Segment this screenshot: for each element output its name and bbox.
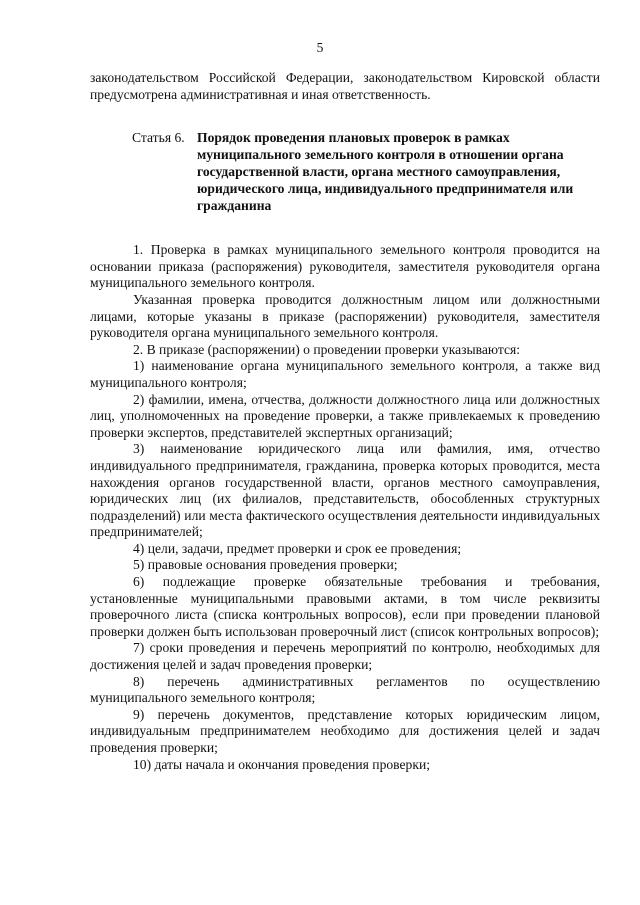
list-item-6: 6) подлежащие проверке обязательные требования и требования, установленные муниципальными правовыми актами, в том числе реквизиты проверочного листа (списка контрольных вопросов), если при проведении плановой проверки должен быть использован проверочный лист (список контрольных вопросов); [90,574,600,639]
page-number: 5 [316,40,324,55]
document-body [90,70,600,773]
list-item-3: 3) наименование юридического лица или фамилия, имя, отчество индивидуального предпринимателя, гражданина, проверка которых проводится, места нахождения органов государственной власти, органов местного самоуправления, юридических лиц (их филиалов, представительств, обособленных структурных подразделений) или места фактического осуществления деятельности индивидуальных предпринимателей; [90,441,600,540]
list-item-1: 1) наименование органа муниципального земельного контроля, а также вид муниципального контроля; [90,358,600,390]
article-title: Порядок проведения плановых проверок в рамках муниципального земельного контроля в отношении органа государственной власти, органа местного самоуправления, юридического лица, индивидуального предпринимателя или гражданина [197,130,574,214]
list-item-8: 8) перечень административных регламентов по осуществлению муниципального земельного контроля; [90,673,600,706]
article-heading [90,129,600,214]
list-item-7: 7) сроки проведения и перечень мероприятий по контролю, необходимых для достижения целей и задач проведения проверки; [90,640,600,673]
intro-paragraph: законодательством Российской Федерации, законодательством Кировской области предусмотрена административная и иная ответственность. [90,70,600,102]
list-item-2: 2) фамилии, имена, отчества, должности должностного лица или должностных лиц, уполномоченных на проведение проверки, а также привлекаемых к проведению проверки экспертов, представителей экспертных организаций; [90,391,600,440]
list-item-5: 5) правовые основания проведения проверки; [133,557,398,573]
list-item-9: 9) перечень документов, представление которых юридическим лицом, индивидуальным предпринимателем необходимо для достижения целей и задач проведения проверки; [90,706,600,755]
paragraph-3: 2. В приказе (распоряжении) о проведении проверки указываются: [133,341,521,357]
list-item-10: 10) даты начала и окончания проведения проверки; [133,756,430,772]
paragraph-1: 1. Проверка в рамках муниципального земельного контроля проводится на основании приказа (распоряжения) руководителя, заместителя руководителя органа муниципального земельного контроля. [90,242,600,291]
paragraph-2: Указанная проверка проводится должностным лицом или должностными лицами, которые указаны в приказе (распоряжении) руководителя, заместителя руководителя органа муниципального земельного контроля. [90,291,600,341]
list-item-4: 4) цели, задачи, предмет проверки и срок ее проведения; [133,540,462,556]
article-label: Статья 6. [132,130,185,146]
